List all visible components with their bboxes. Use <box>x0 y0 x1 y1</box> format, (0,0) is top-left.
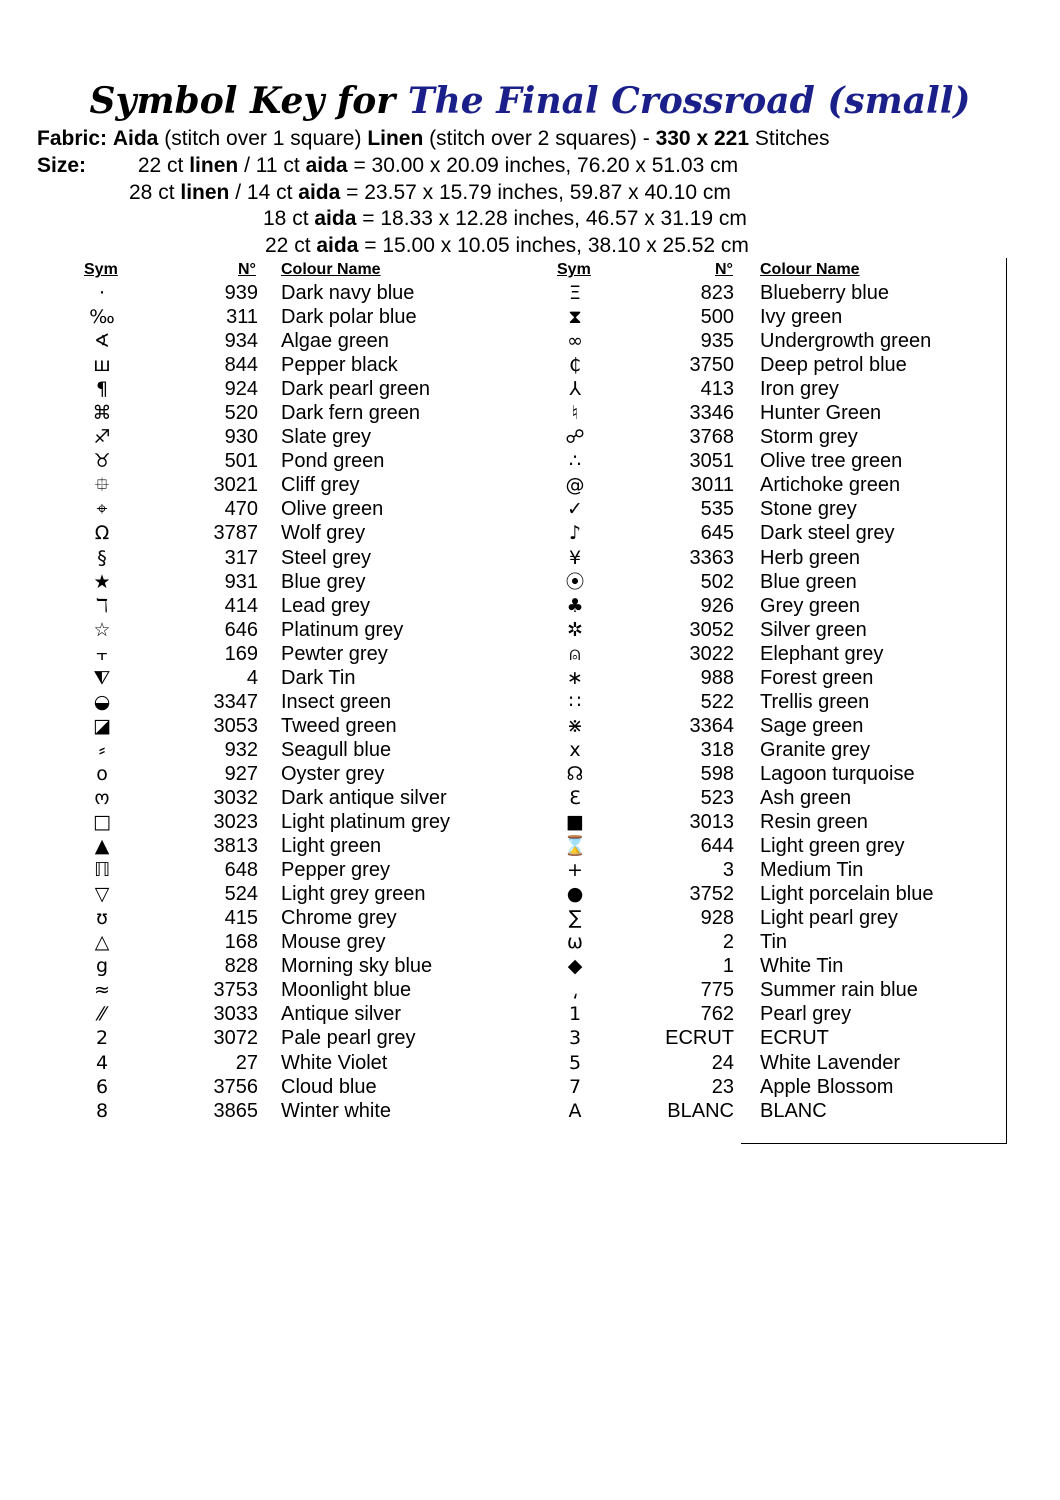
colour-name: Dark navy blue <box>281 282 415 304</box>
colour-name: Insect green <box>281 690 392 713</box>
symbol-glyph: ‰ <box>89 306 115 329</box>
symbol-glyph: ∷ <box>568 690 582 713</box>
symbol-glyph: ⍝ <box>569 642 581 665</box>
symbol-glyph: △ <box>94 931 110 954</box>
symbol-glyph: ¶ <box>95 378 109 401</box>
fabric-linen-note: (stitch over 2 squares) - <box>429 127 650 150</box>
floss-number: 928 <box>700 907 734 930</box>
floss-number: 3013 <box>689 811 734 834</box>
symbol-glyph: ☊ <box>566 762 584 785</box>
symbol-glyph: ʊ <box>96 907 108 930</box>
colour-name: Light green grey <box>760 835 905 858</box>
size-line-1 <box>37 153 738 179</box>
symbol-glyph: ◒ <box>93 690 111 713</box>
colour-name: Tweed green <box>281 714 397 737</box>
colour-name: Ash green <box>760 786 852 809</box>
symbol-glyph: ▲ <box>94 835 110 858</box>
symbol-glyph: · <box>98 282 106 304</box>
page-title <box>0 78 1060 124</box>
symbol-glyph: ♐ <box>93 426 111 449</box>
floss-number: 2 <box>722 931 734 954</box>
symbol-glyph: ∴ <box>568 450 582 473</box>
colour-name: Light porcelain blue <box>760 883 934 906</box>
floss-number: 23 <box>711 1075 734 1098</box>
floss-number: 3768 <box>689 426 734 449</box>
header-number: N° <box>238 261 256 278</box>
symbol-glyph: + <box>567 859 583 882</box>
floss-number: 1 <box>722 955 734 978</box>
floss-number: 501 <box>224 450 258 473</box>
colour-name: Platinum grey <box>281 618 404 641</box>
floss-number: 3347 <box>213 690 258 713</box>
stitch-word: Stitches <box>754 127 830 150</box>
colour-name: Blue grey <box>281 570 366 593</box>
symbol-glyph: ♮ <box>571 402 579 425</box>
floss-number: 3363 <box>689 546 734 569</box>
floss-number: 24 <box>711 1051 734 1074</box>
colour-name: Morning sky blue <box>281 955 433 978</box>
symbol-glyph: 7 <box>568 1075 582 1098</box>
fabric-linen: Linen <box>367 127 424 150</box>
colour-name: Wolf grey <box>281 522 366 545</box>
floss-number: 317 <box>224 546 258 569</box>
floss-number: 3750 <box>689 354 734 377</box>
colour-name: Chrome grey <box>281 907 397 930</box>
floss-number: 535 <box>700 498 734 521</box>
floss-number: 3022 <box>689 642 734 665</box>
floss-number: 3052 <box>689 618 734 641</box>
colour-name: Ivy green <box>760 306 843 329</box>
symbol-glyph: ⸗ <box>98 738 106 761</box>
symbol-glyph: 4 <box>95 1051 109 1074</box>
floss-number: 3752 <box>689 883 734 906</box>
floss-number: 775 <box>700 979 734 1002</box>
size-line-3 <box>263 206 747 232</box>
symbol-glyph: 1 <box>568 1003 582 1026</box>
floss-number: 648 <box>224 859 258 882</box>
symbol-glyph: ⌛ <box>563 835 587 858</box>
colour-name: Cloud blue <box>281 1075 377 1098</box>
colour-name: Light pearl grey <box>760 907 898 930</box>
symbol-glyph: @ <box>565 474 585 497</box>
colour-name: BLANC <box>760 1099 827 1122</box>
colour-name: Stone grey <box>760 498 857 521</box>
title-prefix: Symbol Key for <box>89 80 396 122</box>
table-border-bottom <box>741 1143 1007 1144</box>
floss-number: 502 <box>700 570 734 593</box>
floss-number: 762 <box>700 1003 734 1026</box>
floss-number: 413 <box>700 378 734 401</box>
symbol-glyph: 3 <box>568 1027 582 1050</box>
size-count: 28 ct <box>129 181 175 204</box>
symbol-glyph: ⧨ <box>93 666 111 689</box>
floss-number: ECRUT <box>665 1027 734 1050</box>
floss-number: 924 <box>224 378 258 401</box>
fabric-line <box>37 126 830 152</box>
floss-number: 931 <box>224 570 258 593</box>
floss-number: 523 <box>700 786 734 809</box>
floss-number: 168 <box>224 931 258 954</box>
symbol-glyph: ♉ <box>93 450 111 473</box>
floss-number: 318 <box>700 738 734 761</box>
colour-name: White Violet <box>281 1051 388 1074</box>
colour-name: Dark polar blue <box>281 306 417 329</box>
size-fabric: aida <box>305 154 348 177</box>
symbol-glyph: ∢ <box>94 330 110 353</box>
symbol-glyph: ● <box>566 883 584 906</box>
floss-number: 3021 <box>213 474 258 497</box>
symbol-glyph: ⸲ <box>572 979 578 1002</box>
colour-name: Granite grey <box>760 738 871 761</box>
symbol-glyph: ⌖ <box>96 498 108 521</box>
floss-number: 844 <box>224 354 258 377</box>
colour-name: Pond green <box>281 450 385 473</box>
colour-name: Light platinum grey <box>281 811 450 834</box>
colour-name: Seagull blue <box>281 738 392 761</box>
symbol-glyph: ω <box>567 931 583 954</box>
size-fabric: aida <box>298 181 341 204</box>
colour-name: Lead grey <box>281 594 370 617</box>
symbol-glyph: ☆ <box>93 618 111 641</box>
floss-number: 169 <box>224 642 258 665</box>
floss-number: 522 <box>700 690 734 713</box>
colour-name: Deep petrol blue <box>760 354 907 377</box>
symbol-glyph: ■ <box>566 811 584 834</box>
colour-name: Summer rain blue <box>760 979 918 1002</box>
colour-name: Algae green <box>281 330 389 353</box>
floss-number: 3756 <box>213 1075 258 1098</box>
floss-number: 520 <box>224 402 258 425</box>
floss-number: 3051 <box>689 450 734 473</box>
floss-number: 823 <box>700 282 734 304</box>
symbol-glyph: ∗ <box>567 666 583 689</box>
size-dimensions: = 15.00 x 10.05 inches, 38.10 x 25.52 cm <box>364 234 749 257</box>
colour-name: Light grey green <box>281 883 426 906</box>
size-fabric: linen <box>189 154 239 177</box>
colour-name: Lagoon turquoise <box>760 762 915 785</box>
symbol-glyph: g <box>95 955 109 978</box>
size-dimensions: = 18.33 x 12.28 inches, 46.57 x 31.19 cm <box>362 207 747 230</box>
colour-name: Trellis green <box>760 690 870 713</box>
fabric-aida: Aida <box>112 127 159 150</box>
size-count: 18 ct <box>263 207 309 230</box>
size-count: / 14 ct <box>235 181 293 204</box>
size-count: 22 ct <box>137 154 184 177</box>
colour-name: Mouse grey <box>281 931 386 954</box>
symbol-glyph: ☍ <box>565 426 585 449</box>
symbol-glyph: ⁄⁄ <box>98 1003 106 1026</box>
colour-name: Storm grey <box>760 426 858 449</box>
symbol-glyph: ⧗ <box>568 306 582 329</box>
symbol-glyph: ℿ <box>93 859 111 882</box>
floss-number: BLANC <box>667 1099 734 1122</box>
colour-name: Oyster grey <box>281 762 385 785</box>
colour-name: Steel grey <box>281 546 372 569</box>
floss-number: 311 <box>226 306 258 329</box>
colour-name: Dark antique silver <box>281 786 447 809</box>
symbol-glyph: 5 <box>568 1051 582 1074</box>
symbol-glyph: Ɛ <box>569 786 581 809</box>
colour-name: Antique silver <box>281 1003 402 1026</box>
symbol-glyph: ∑ <box>568 907 582 930</box>
size-fabric: aida <box>316 234 359 257</box>
stitch-count: 330 x 221 <box>655 127 750 150</box>
header-colour-name: Colour Name <box>281 261 381 278</box>
header-colour-name: Colour Name <box>760 261 860 278</box>
floss-number: 470 <box>224 498 258 521</box>
symbol-glyph: ▽ <box>94 883 110 906</box>
floss-number: 935 <box>700 330 734 353</box>
colour-name: ECRUT <box>760 1027 829 1050</box>
fabric-label: Fabric: <box>37 127 108 150</box>
size-dimensions: = 30.00 x 20.09 inches, 76.20 x 51.03 cm <box>353 154 739 177</box>
symbol-glyph: ≈ <box>94 979 110 1002</box>
floss-number: 934 <box>224 330 258 353</box>
floss-number: 828 <box>224 955 258 978</box>
floss-number: 3053 <box>213 714 258 737</box>
symbol-glyph: 2 <box>95 1027 109 1050</box>
symbol-glyph: ⯐ <box>94 474 110 497</box>
symbol-glyph: 8 <box>95 1099 109 1122</box>
size-label: Size: <box>37 154 87 177</box>
colour-name: Blueberry blue <box>760 282 889 304</box>
floss-number: 3787 <box>213 522 258 545</box>
colour-name: Olive green <box>281 498 384 521</box>
floss-number: 939 <box>224 282 258 304</box>
symbol-glyph: ⅄ <box>569 378 581 401</box>
colour-name: Artichoke green <box>760 474 901 497</box>
colour-name: Dark fern green <box>281 402 420 425</box>
floss-number: 414 <box>224 594 258 617</box>
table-border-right <box>1006 258 1007 1143</box>
symbol-glyph: ⫟ <box>96 642 108 665</box>
colour-name: Apple Blossom <box>760 1075 894 1098</box>
colour-name: Forest green <box>760 666 874 689</box>
header-sym: Sym <box>84 261 118 278</box>
symbol-glyph: □ <box>93 811 111 834</box>
colour-name: Dark pearl green <box>281 378 430 401</box>
colour-name: Sage green <box>760 714 864 737</box>
floss-number: 930 <box>224 426 258 449</box>
floss-number: 3 <box>722 859 734 882</box>
symbol-glyph: ◪ <box>93 714 111 737</box>
symbol-glyph: ★ <box>93 570 111 593</box>
colour-name: Pewter grey <box>281 642 388 665</box>
colour-name: Pepper black <box>281 354 398 377</box>
symbol-glyph: Ω <box>94 522 110 545</box>
colour-name: Pearl grey <box>760 1003 852 1026</box>
fabric-aida-note: (stitch over 1 square) <box>164 127 362 150</box>
floss-number: 3033 <box>213 1003 258 1026</box>
colour-name: Blue green <box>760 570 857 593</box>
floss-number: 524 <box>224 883 258 906</box>
colour-name: Grey green <box>760 594 861 617</box>
colour-name: Dark steel grey <box>760 522 895 545</box>
colour-name: Cliff grey <box>281 474 360 497</box>
colour-name: Dark Tin <box>281 666 356 689</box>
size-dimensions: = 23.57 x 15.79 inches, 59.87 x 40.10 cm <box>346 181 731 204</box>
colour-name: Resin green <box>760 811 868 834</box>
symbol-glyph: § <box>97 546 107 569</box>
symbol-glyph: ¥ <box>568 546 582 569</box>
colour-name: Moonlight blue <box>281 979 412 1002</box>
size-line-2 <box>129 180 731 206</box>
floss-number: 3813 <box>213 835 258 858</box>
floss-number: 3023 <box>213 811 258 834</box>
floss-number: 4 <box>246 666 258 689</box>
floss-number: 926 <box>700 594 734 617</box>
colour-name: Undergrowth green <box>760 330 932 353</box>
symbol-glyph: ო <box>94 786 110 809</box>
colour-name: Medium Tin <box>760 859 864 882</box>
floss-number: 3865 <box>213 1099 258 1122</box>
floss-number: 598 <box>700 762 734 785</box>
symbol-glyph: 6 <box>95 1075 109 1098</box>
floss-number: 3364 <box>689 714 734 737</box>
symbol-glyph: ✲ <box>567 618 583 641</box>
floss-number: 3011 <box>690 474 734 497</box>
symbol-glyph: ℸ <box>95 594 109 617</box>
colour-name: Pepper grey <box>281 859 390 882</box>
symbol-glyph: ⌘ <box>92 402 112 425</box>
symbol-glyph: ⋇ <box>567 714 583 737</box>
floss-number: 3753 <box>213 979 258 1002</box>
floss-number: 3032 <box>213 786 258 809</box>
size-fabric: linen <box>180 181 230 204</box>
floss-number: 27 <box>235 1051 258 1074</box>
colour-name: Winter white <box>281 1099 392 1122</box>
colour-name: Silver green <box>760 618 867 641</box>
floss-number: 3072 <box>213 1027 258 1050</box>
colour-name: Herb green <box>760 546 861 569</box>
floss-number: 988 <box>700 666 734 689</box>
colour-name: Slate grey <box>281 426 372 449</box>
symbol-glyph: ♣ <box>566 594 584 617</box>
symbol-glyph: ⦿ <box>565 570 585 593</box>
symbol-glyph: Ξ <box>568 282 581 304</box>
floss-number: 646 <box>224 618 258 641</box>
colour-name: Iron grey <box>760 378 839 401</box>
size-fabric: aida <box>314 207 357 230</box>
size-line-4 <box>265 233 749 259</box>
symbol-glyph: o <box>96 762 108 785</box>
symbol-glyph: ∞ <box>567 330 583 353</box>
size-count: 22 ct <box>265 234 311 257</box>
floss-number: 3346 <box>689 402 734 425</box>
floss-number: 500 <box>700 306 734 329</box>
symbol-glyph: ₵ <box>568 354 582 377</box>
floss-number: 927 <box>224 762 258 785</box>
colour-name: Elephant grey <box>760 642 884 665</box>
symbol-glyph: ◆ <box>567 955 583 978</box>
size-count: / 11 ct <box>244 154 300 177</box>
floss-number: 645 <box>700 522 734 545</box>
floss-number: 415 <box>224 907 258 930</box>
header-number: N° <box>715 261 733 278</box>
pattern-name: The Final Crossroad (small) <box>407 80 971 122</box>
colour-name: Pale pearl grey <box>281 1027 416 1050</box>
symbol-glyph: ✓ <box>567 498 583 521</box>
header-sym: Sym <box>557 261 591 278</box>
colour-name: Tin <box>760 931 788 954</box>
colour-name: White Tin <box>760 955 844 978</box>
colour-name: Olive tree green <box>760 450 903 473</box>
symbol-glyph: A <box>568 1099 582 1122</box>
floss-number: 644 <box>700 835 734 858</box>
colour-name: White Lavender <box>760 1051 901 1074</box>
symbol-glyph: x <box>569 738 581 761</box>
colour-name: Hunter Green <box>760 402 882 425</box>
symbol-glyph: ш <box>93 354 111 377</box>
colour-name: Light green <box>281 835 382 858</box>
symbol-glyph: ♪ <box>568 522 582 545</box>
floss-number: 932 <box>224 738 258 761</box>
